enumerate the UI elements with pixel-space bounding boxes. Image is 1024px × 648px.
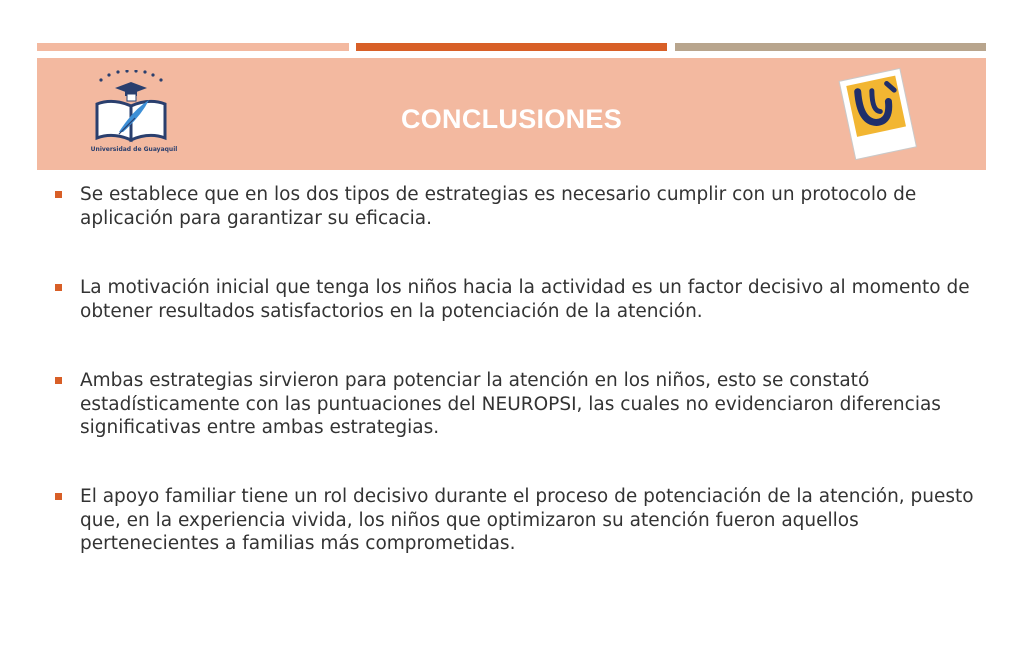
bullet-text: Se establece que en los dos tipos de estrategias es necesario cumplir con un protocolo de aplicación para garantizar su eficacia. [80, 184, 917, 229]
bullet-square-icon [55, 377, 62, 384]
page-title: CONCLUSIONES [400, 104, 623, 134]
bullet-text: El apoyo familiar tiene un rol decisivo durante el proceso de potenciación de la atención, puesto que, en la experiencia vivida, los niños que optimizaron su atención fueron aquellos pertenecientes a familias más comprometidas. [80, 486, 974, 554]
bullet-square-icon [55, 191, 62, 198]
bullet-text: La motivación inicial que tenga los niños hacia la actividad es un factor decisivo al momento de obtener resultados satisfactorios en la potenciación de la atención. [80, 277, 970, 322]
university-logo-caption: Universidad de Guayaquil [90, 146, 178, 153]
list-item [80, 369, 980, 440]
list-item [80, 485, 980, 556]
list-item [80, 183, 980, 230]
list-item [80, 276, 980, 323]
bullet-square-icon [55, 493, 62, 500]
bullet-square-icon [55, 284, 62, 291]
bullet-text: Ambas estrategias sirvieron para potenciar la atención en los niños, esto se constató estadísticamente con las puntuaciones del NEUROPSI, las cuales no evidenciaron diferencias significativas entre ambas estrategias. [80, 370, 941, 438]
